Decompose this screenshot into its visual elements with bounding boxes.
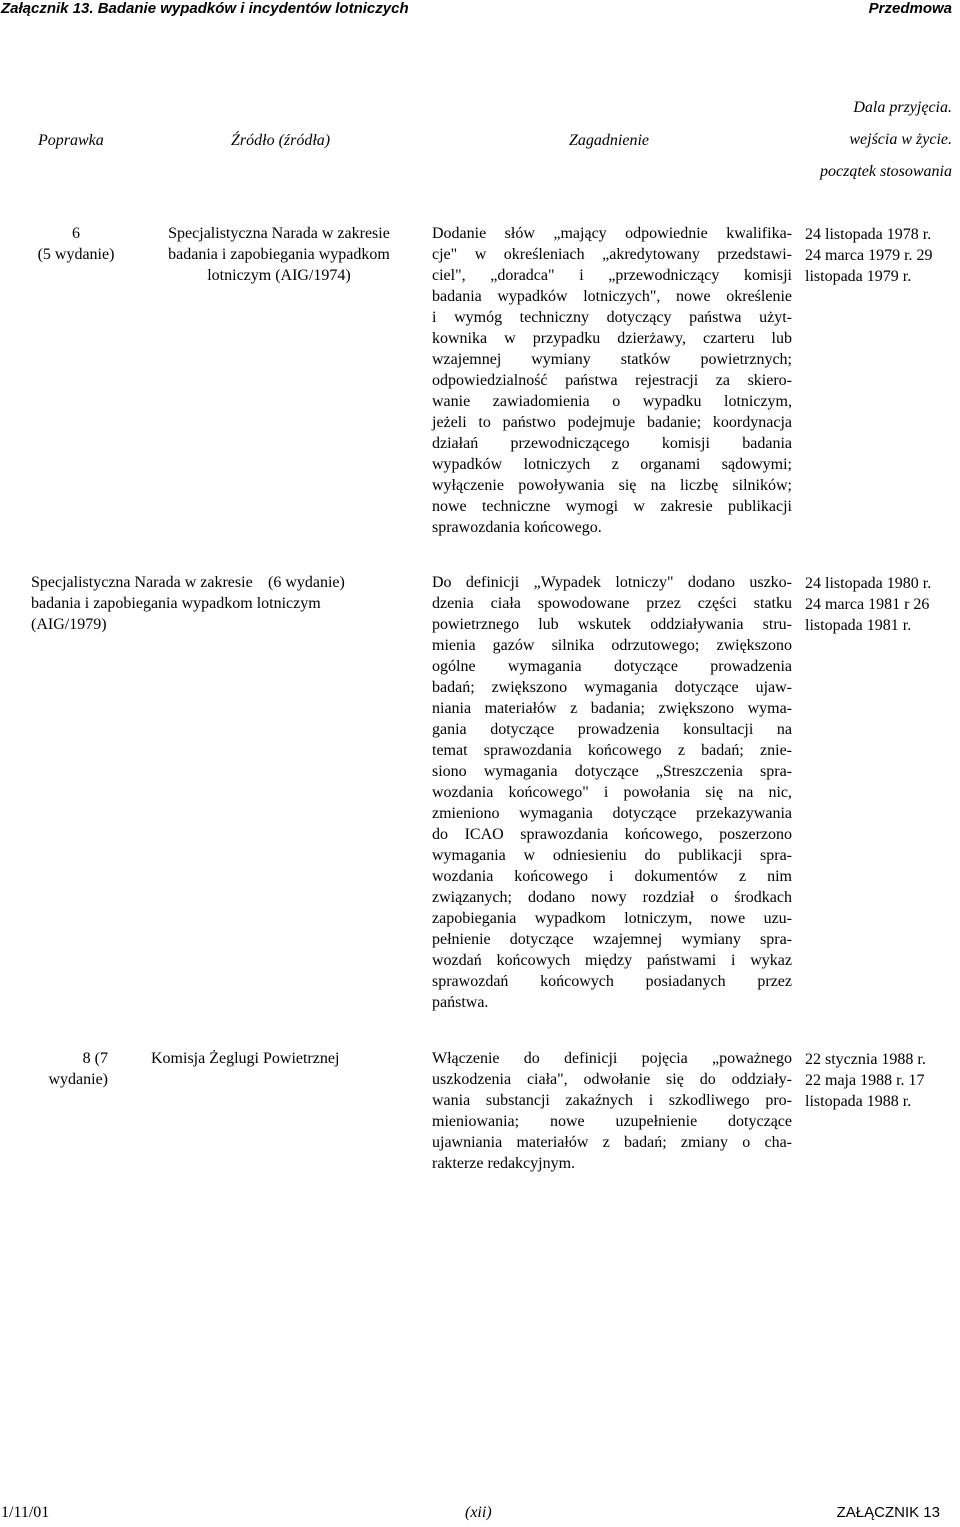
- amendment-line: 6: [72, 225, 80, 242]
- subject-line: jeżeli to państwo podejmuje badanie; koordynacja: [432, 414, 792, 431]
- column-heading-subject: Zagadnienie: [569, 132, 649, 149]
- subject-line: nowe techniczne wymogi w zakresie publikacji: [432, 498, 792, 515]
- subject-line: działań przewodniczącego komisji badania: [432, 435, 792, 452]
- subject-line: niania materiałów z badania; zwiększono wyma-: [432, 700, 792, 717]
- dates-line: 24 marca 1979 r. 29: [805, 247, 933, 264]
- source-line: badania i zapobiegania wypadkom: [168, 246, 390, 263]
- footer-annex-label: ZAŁĄCZNIK 13: [836, 1504, 940, 1521]
- subject-line: powietrznego lub wskutek oddziaływania stru-: [432, 616, 792, 633]
- subject-line: ciel", „doradca" i „przewodniczący komisji: [432, 267, 792, 284]
- subject-line: odpowiedzialność państwa rejestracji za skiero-: [432, 372, 792, 389]
- row-1-subject: [432, 223, 792, 538]
- subject-line: i wymóg techniczny dotyczący państwa użyt-: [432, 309, 792, 326]
- row-2-dates: [805, 573, 955, 636]
- subject-line: uszkodzenia ciała", odwołanie się do oddziały-: [432, 1071, 792, 1088]
- row-3-amendment: [28, 1048, 108, 1090]
- column-heading-amendment: Poprawka: [38, 132, 104, 149]
- subject-line: wymagania w odniesieniu do publikacji spra-: [432, 847, 792, 864]
- row-2-subject: [432, 572, 792, 1013]
- footer-page-number: (xii): [465, 1504, 492, 1521]
- subject-line: gania dotyczące prowadzenia konsultacji na: [432, 721, 792, 738]
- dates-line: 24 marca 1981 r 26: [805, 596, 930, 613]
- subject-line: sprawozdania końcowego.: [432, 519, 602, 536]
- row-3-source: [151, 1048, 411, 1069]
- subject-line: pełnienie dotyczące wzajemnej wymiany spra-: [432, 931, 792, 948]
- dates-line: listopada 1988 r.: [805, 1093, 912, 1110]
- subject-line: Włączenie do definicji pojęcia „poważnego: [432, 1050, 792, 1067]
- subject-line: mienia gazów silnika odrzutowego; zwiększono: [432, 637, 792, 654]
- subject-line: sprawozdań końcowych posiadanych przez: [432, 973, 792, 990]
- dates-line: listopada 1981 r.: [805, 617, 912, 634]
- amendment-line: (5 wydanie): [37, 246, 115, 263]
- subject-line: wozdania końcowego" i powołania się na nic,: [432, 784, 792, 801]
- row-1-amendment: [16, 223, 136, 265]
- subject-line: Dodanie słów „mający odpowiednie kwalifika-: [432, 225, 792, 242]
- dates-line: 24 listopada 1978 r.: [805, 226, 932, 243]
- source-line: badania i zapobiegania wypadkom lotniczym: [31, 595, 321, 612]
- column-heading-source: Źródło (źródła): [231, 132, 331, 149]
- subject-line: wanie zawiadomienia o wypadku lotniczym,: [432, 393, 792, 410]
- source-line: Specjalistyczna Narada w zakresie: [168, 225, 390, 242]
- subject-line: wania substancji zakaźnych i szkodliwego pro-: [432, 1092, 792, 1109]
- subject-line: temat sprawozdania końcowego z badań; znie-: [432, 742, 792, 759]
- amendment-line: wydanie): [48, 1071, 108, 1088]
- subject-line: wyłączenie powoływania się na liczbę silników;: [432, 477, 792, 494]
- column-heading-dates: [780, 92, 952, 188]
- row-1-dates: [805, 224, 955, 287]
- column-heading-dates-line: wejścia w życie.: [849, 131, 952, 148]
- subject-line: kownika w przypadku dzierżawy, czarteru lub: [432, 330, 792, 347]
- row-3-dates: [805, 1049, 955, 1112]
- subject-line: związanych; dodano nowy rozdział o środkach: [432, 889, 792, 906]
- dates-line: listopada 1979 r.: [805, 268, 912, 285]
- subject-line: do ICAO sprawozdania końcowego, poszerzono: [432, 826, 792, 843]
- subject-line: zmieniono wymagania dotyczące przekazywania: [432, 805, 792, 822]
- dates-line: 22 stycznia 1988 r.: [805, 1051, 926, 1068]
- row-2-source: [31, 572, 411, 635]
- column-heading-dates-line: Dala przyjęcia.: [853, 99, 952, 116]
- footer-date: 1/11/01: [1, 1504, 50, 1521]
- subject-line: badań; zwiększono wymagania dotyczące ujaw-: [432, 679, 792, 696]
- subject-line: wzajemnej wymiany statków powietrznych;: [432, 351, 792, 368]
- source-line: lotniczym (AIG/1974): [207, 267, 351, 284]
- subject-line: wozdań końcowych między państwami i wykaz: [432, 952, 792, 969]
- subject-line: zapobiegania wypadkom lotniczym, nowe uzu-: [432, 910, 792, 927]
- running-header-section: Przedmowa: [868, 0, 952, 17]
- subject-line: siono wymagania dotyczące „Streszczenia spra-: [432, 763, 792, 780]
- source-line: Komisja Żeglugi Powietrznej: [151, 1050, 340, 1067]
- subject-line: cje" w określeniach „akredytowany przedstawi-: [432, 246, 792, 263]
- row-3-subject: [432, 1048, 792, 1174]
- subject-line: wozdania końcowego i dokumentów z nim: [432, 868, 792, 885]
- dates-line: 22 maja 1988 r. 17: [805, 1072, 925, 1089]
- dates-line: 24 listopada 1980 r.: [805, 575, 932, 592]
- subject-line: państwa.: [432, 994, 489, 1011]
- subject-line: mieniowania; nowe uzupełnienie dotyczące: [432, 1113, 792, 1130]
- source-line: (AIG/1979): [31, 616, 107, 633]
- amendment-line: (6 wydanie): [268, 574, 345, 591]
- row-1-source: [144, 223, 414, 286]
- subject-line: wypadków lotniczych z organami sądowymi;: [432, 456, 792, 473]
- column-heading-dates-line: początek stosowania: [820, 163, 952, 180]
- running-header-title: Załącznik 13. Badanie wypadków i incydentów lotniczych: [1, 0, 409, 17]
- subject-line: ujawniania materiałów z badań; zmiany o cha-: [432, 1134, 792, 1151]
- subject-line: Do definicji „Wypadek lotniczy" dodano uszko-: [432, 574, 792, 591]
- subject-line: dzenia ciała spowodowane przez części statku: [432, 595, 792, 612]
- subject-line: badania wypadków lotniczych", nowe określenie: [432, 288, 792, 305]
- amendment-line: 8 (7: [82, 1050, 108, 1067]
- subject-line: ogólne wymagania dotyczące prowadzenia: [432, 658, 792, 675]
- subject-line: rakterze redakcyjnym.: [432, 1155, 576, 1172]
- source-line: Specjalistyczna Narada w zakresie: [31, 574, 253, 591]
